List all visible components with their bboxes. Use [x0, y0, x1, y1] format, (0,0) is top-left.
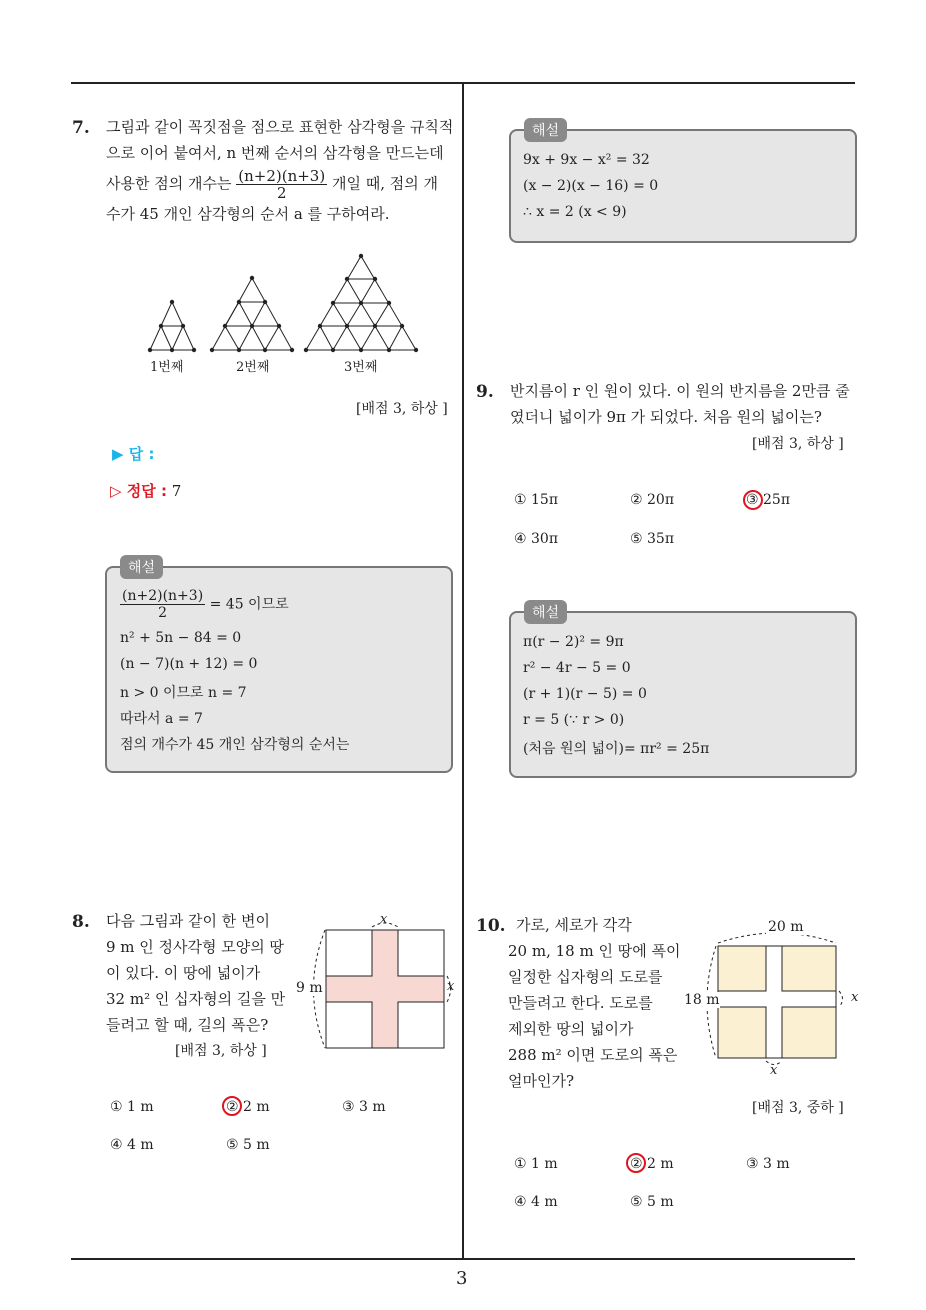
- q7-fig-label-2: 2번째: [236, 360, 270, 375]
- q8-option-1[interactable]: ① 1 m: [110, 1099, 154, 1115]
- q10-score: [배점 3, 중하 ]: [752, 1100, 844, 1116]
- q10-option-2[interactable]: ② 2 m: [630, 1156, 674, 1172]
- q9-sol-line5: (처음 원의 넓이)= πr² = 25π: [523, 741, 710, 757]
- q8-option-5[interactable]: ⑤ 5 m: [226, 1137, 270, 1153]
- q7-correct-answer: [110, 480, 181, 501]
- q8-text: [106, 908, 285, 1038]
- q9-option-2[interactable]: ② 20π: [630, 492, 675, 508]
- q9-solution-tag: 해설: [524, 600, 567, 624]
- bottom-rule: [71, 1258, 855, 1260]
- q9-sol-line2: r² − 4r − 5 = 0: [523, 660, 631, 676]
- q7-frac-num: (n+2)(n+3): [238, 167, 326, 185]
- q7-line2: 으로 이어 붙여서, n 번째 순서의 삼각형을 만드는데: [106, 144, 444, 162]
- q7-sol-line5: 따라서 a = 7: [120, 711, 203, 727]
- q7-frac-den: 2: [276, 184, 287, 202]
- q7-sol-frac-den: 2: [158, 605, 168, 621]
- q10-option-5[interactable]: ⑤ 5 m: [630, 1194, 674, 1210]
- q8-line2: 9 m 인 정사각형 모양의 땅: [106, 938, 285, 956]
- q8-fig-x-top: x: [380, 912, 388, 927]
- q10-line2: 20 m, 18 m 인 땅에 폭이: [508, 942, 681, 960]
- q7-sol-line1-post: = 45 이므로: [209, 596, 289, 613]
- q9-score: [배점 3, 하상 ]: [752, 436, 844, 452]
- q7-sol-line4: n > 0 이므로 n = 7: [120, 685, 247, 701]
- q10-text: [508, 912, 680, 1094]
- q7-correct-label: ▷ 정답 :: [110, 482, 167, 500]
- q10-line7: 얼마인가?: [508, 1072, 575, 1090]
- page-number: 3: [456, 1268, 468, 1289]
- q8-option-2[interactable]: ② 2 m: [226, 1099, 270, 1115]
- q7-sol-line3: (n − 7)(n + 12) = 0: [120, 656, 258, 672]
- q7-triangle-figure: [140, 248, 430, 378]
- q7-line3-pre: 사용한 점의 개수는: [106, 174, 232, 193]
- q8-line3: 이 있다. 이 땅에 넓이가: [106, 964, 261, 982]
- q9-line1: 반지름이 r 인 원이 있다. 이 원의 반지름을 2만큼 줄: [510, 382, 850, 400]
- q8-number: 8.: [72, 912, 90, 932]
- q10-line4: 만들려고 한다. 도로를: [508, 994, 653, 1012]
- q10-fig-x-right: x: [851, 990, 859, 1005]
- q10-line1: 가로, 세로가 각각: [516, 916, 632, 934]
- q10-option-3[interactable]: ③ 3 m: [746, 1156, 790, 1172]
- q9-option-4[interactable]: ④ 30π: [514, 531, 559, 547]
- q8-fig-x-right: x: [447, 979, 455, 994]
- q7-line4: 수가 45 개인 삼각형의 순서 a 를 구하여라.: [106, 205, 390, 223]
- q10-line5: 제외한 땅의 넓이가: [508, 1020, 634, 1038]
- q7-line3: [106, 168, 453, 201]
- q9-option-3[interactable]: ③ 25π: [746, 492, 791, 508]
- q7-sol-line2: n² + 5n − 84 = 0: [120, 630, 242, 646]
- q7-sol-line1: [120, 588, 289, 621]
- q8-sol-line1: 9x + 9x − x² = 32: [523, 152, 650, 168]
- q8-line1: 다음 그림과 같이 한 변이: [106, 912, 270, 930]
- q7-correct-value: 7: [171, 482, 182, 500]
- q8-solution-tag: 해설: [524, 118, 567, 142]
- q8-fig-side-label: 9 m: [296, 980, 323, 996]
- q7-fig-label-1: 1번째: [150, 360, 184, 375]
- q9-option-5[interactable]: ⑤ 35π: [630, 531, 675, 547]
- q9-line2: 였더니 넓이가 9π 가 되었다. 처음 원의 넓이는?: [510, 408, 822, 426]
- q8-option-3[interactable]: ③ 3 m: [342, 1099, 386, 1115]
- q8-score: [배점 3, 하상 ]: [175, 1043, 267, 1059]
- q7-answer-label: ▶ 답 :: [112, 445, 155, 463]
- q9-number: 9.: [476, 382, 494, 402]
- q10-fig-height-label: 18 m: [684, 992, 720, 1008]
- q9-sol-line3: (r + 1)(r − 5) = 0: [523, 686, 647, 702]
- q7-sol-fraction: [120, 588, 205, 621]
- q7-sol-frac-num: (n+2)(n+3): [122, 588, 204, 604]
- q7-text: [106, 114, 453, 227]
- q10-option-1[interactable]: ① 1 m: [514, 1156, 558, 1172]
- q7-line1: 그림과 같이 꼭짓점을 점으로 표현한 삼각형을 규칙적: [106, 118, 454, 136]
- q7-score: [배점 3, 하상 ]: [356, 401, 448, 417]
- column-divider: [462, 82, 464, 1260]
- q9-sol-line4: r = 5 (∵ r > 0): [523, 712, 625, 728]
- q10-marked-circle: [626, 1153, 646, 1173]
- q7-solution-tag: 해설: [120, 555, 163, 579]
- q7-sol-line6: 점의 개수가 45 개인 삼각형의 순서는: [120, 737, 350, 753]
- q10-option-4[interactable]: ④ 4 m: [514, 1194, 558, 1210]
- q8-sol-line3: ∴ x = 2 (x < 9): [523, 204, 627, 220]
- q8-sol-line2: (x − 2)(x − 16) = 0: [523, 178, 659, 194]
- q8-marked-circle: [222, 1096, 242, 1116]
- q9-option-1[interactable]: ① 15π: [514, 492, 559, 508]
- q10-fig-width-label: 20 m: [768, 919, 804, 935]
- q9-sol-line1: π(r − 2)² = 9π: [523, 634, 624, 650]
- q8-line5: 들려고 할 때, 길의 폭은?: [106, 1016, 269, 1034]
- q10-line3: 일정한 십자형의 도로를: [508, 968, 663, 986]
- q9-marked-circle: [743, 490, 763, 510]
- q7-fraction: [236, 168, 327, 201]
- q10-number: 10.: [476, 916, 506, 936]
- q7-fig-label-3: 3번째: [344, 360, 378, 375]
- q7-line3-post: 개일 때, 점의 개: [331, 174, 438, 193]
- q9-text: [510, 378, 850, 430]
- q10-line6: 288 m² 이면 도로의 폭은: [508, 1046, 678, 1064]
- q7-number: 7.: [72, 118, 90, 138]
- q8-option-4[interactable]: ④ 4 m: [110, 1137, 154, 1153]
- q7-answer-blank[interactable]: [180, 443, 380, 463]
- q8-line4: 32 m² 인 십자형의 길을 만: [106, 990, 286, 1008]
- q10-fig-x-bottom: x: [770, 1063, 778, 1078]
